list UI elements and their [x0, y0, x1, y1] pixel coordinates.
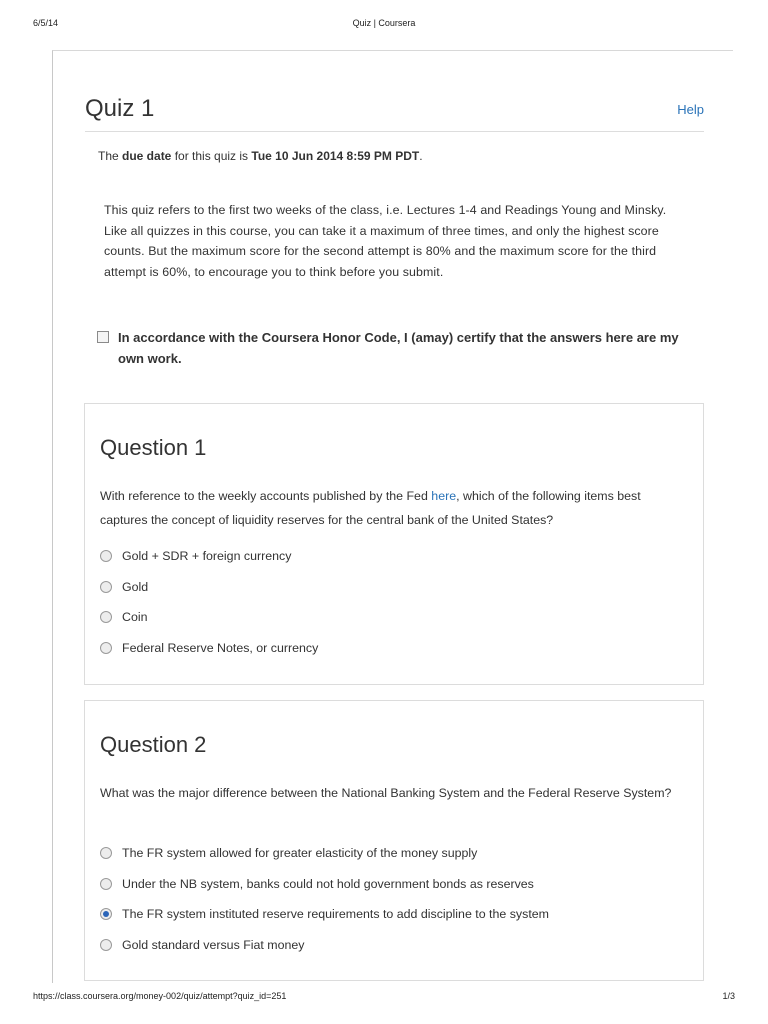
due-middle: for this quiz is [171, 149, 252, 163]
option-label: Gold [122, 580, 149, 594]
question-2-heading: Question 2 [100, 732, 207, 757]
due-label: due date [122, 149, 172, 163]
question-1-card [84, 403, 704, 685]
print-page-title: Quiz | Coursera [352, 18, 416, 28]
quiz-intro: This quiz refers to the first two weeks of the class, i.e. Lectures 1-4 and Readings Young and Minsky. Like all quizzes in this course, you can take it a maximum of three times, and only the highest score counts. But the maximum score for the second attempt is 80% and the maximum score for the third attempt is 60%, to encourage you to think before you submit. [104, 203, 667, 279]
radio-button-selected[interactable] [100, 908, 112, 920]
radio-button[interactable] [100, 611, 112, 623]
radio-button[interactable] [100, 550, 112, 562]
radio-button[interactable] [100, 581, 112, 593]
question-1-heading: Question 1 [100, 435, 207, 460]
option-label: Coin [122, 610, 148, 624]
print-page-count: 1/3 [722, 991, 735, 1001]
option-label: Gold standard versus Fiat money [122, 938, 305, 952]
option-label: Under the NB system, banks could not hold government bonds as reserves [122, 877, 534, 891]
honor-code-row[interactable] [97, 327, 697, 369]
question-1-text-before: With reference to the weekly accounts published by the Fed [100, 489, 432, 503]
due-suffix: . [419, 149, 423, 163]
due-prefix: The [98, 149, 123, 163]
help-link[interactable]: Help [677, 102, 704, 117]
option-label: Gold + SDR + foreign currency [122, 549, 292, 563]
question-1-text [100, 484, 690, 532]
print-url: https://class.coursera.org/money-002/quiz/attempt?quiz_id=251 [33, 991, 287, 1001]
radio-button[interactable] [100, 847, 112, 859]
print-header [33, 18, 735, 32]
radio-button[interactable] [100, 642, 112, 654]
honor-code-checkbox[interactable] [97, 331, 109, 343]
question-2-card [84, 700, 704, 981]
print-footer [33, 991, 735, 1005]
option-label: The FR system instituted reserve requirements to add discipline to the system [122, 907, 549, 921]
quiz-title: Quiz 1 [85, 95, 155, 122]
fed-accounts-link[interactable]: here [431, 489, 457, 503]
honor-code-label: In accordance with the Coursera Honor Code, I (amay) certify that the answers here are my own work. [118, 330, 679, 366]
print-date: 6/5/14 [33, 18, 59, 28]
title-divider [85, 131, 704, 132]
due-date-value: Tue 10 Jun 2014 8:59 PM PDT [251, 149, 420, 163]
question-2-text: What was the major difference between the National Banking System and the Federal Reserve System? [100, 786, 672, 800]
due-date-notice [98, 149, 423, 163]
question-1-text-after: , which of the following items best captures the concept of liquidity reserves for the central bank of the United States? [100, 489, 641, 527]
radio-button[interactable] [100, 878, 112, 890]
radio-button[interactable] [100, 939, 112, 951]
option-label: Federal Reserve Notes, or currency [122, 641, 319, 655]
option-label: The FR system allowed for greater elasticity of the money supply [122, 846, 478, 860]
